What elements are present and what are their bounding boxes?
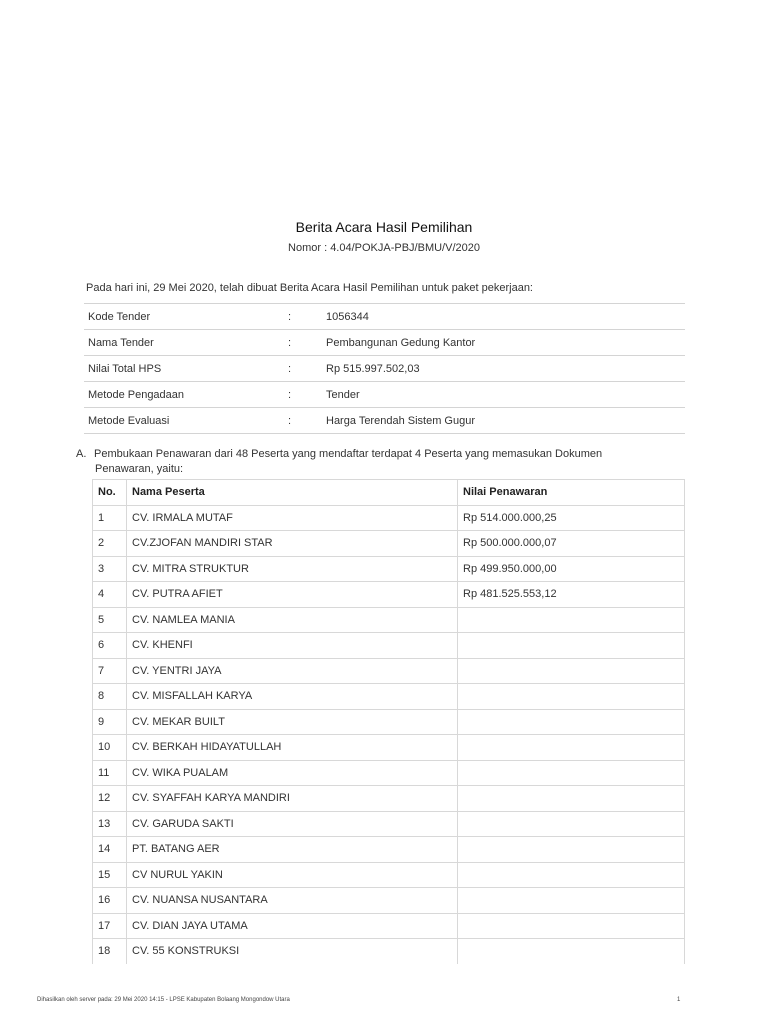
tender-info-table	[84, 303, 685, 434]
bid-value	[458, 760, 685, 786]
row-number: 18	[93, 939, 127, 964]
info-label: Nama Tender	[84, 330, 288, 356]
bid-value	[458, 837, 685, 863]
bid-value	[458, 709, 685, 735]
table-row	[93, 913, 685, 939]
info-value: Rp 515.997.502,03	[322, 356, 685, 382]
peserta-table	[92, 479, 685, 964]
bid-value	[458, 913, 685, 939]
footer-text: Dihasilkan oleh server pada: 29 Mei 2020 14:15 - LPSE Kabupaten Bolaang Mongondow Utara	[37, 997, 290, 1003]
info-separator: :	[288, 356, 322, 382]
participant-name: CV. MISFALLAH KARYA	[127, 684, 458, 710]
row-number: 5	[93, 607, 127, 633]
info-separator: :	[288, 330, 322, 356]
bid-value	[458, 939, 685, 964]
row-number: 6	[93, 633, 127, 659]
row-number: 4	[93, 582, 127, 608]
participant-name: CV.ZJOFAN MANDIRI STAR	[127, 531, 458, 557]
bid-value	[458, 811, 685, 837]
intro-text: Pada hari ini, 29 Mei 2020, telah dibuat Berita Acara Hasil Pemilihan untuk paket pekerjaan:	[86, 282, 533, 294]
row-number: 2	[93, 531, 127, 557]
section-a	[76, 447, 686, 477]
row-number: 7	[93, 658, 127, 684]
info-row-metode-pengadaan	[84, 382, 685, 408]
info-row-hps	[84, 356, 685, 382]
bid-value: Rp 499.950.000,00	[458, 556, 685, 582]
participant-name: CV NURUL YAKIN	[127, 862, 458, 888]
table-row	[93, 786, 685, 812]
participant-name: CV. KHENFI	[127, 633, 458, 659]
info-label: Metode Pengadaan	[84, 382, 288, 408]
info-separator: :	[288, 408, 322, 434]
info-label: Metode Evaluasi	[84, 408, 288, 434]
table-row	[93, 888, 685, 914]
bid-value	[458, 786, 685, 812]
section-a-line1: Pembukaan Penawaran dari 48 Peserta yang mendaftar terdapat 4 Peserta yang memasukan Dokumen	[94, 448, 603, 460]
table-row	[93, 837, 685, 863]
info-label: Nilai Total HPS	[84, 356, 288, 382]
participant-name: CV. YENTRI JAYA	[127, 658, 458, 684]
table-row	[93, 735, 685, 761]
table-row	[93, 531, 685, 557]
column-header-no: No.	[93, 480, 127, 506]
participant-name: CV. BERKAH HIDAYATULLAH	[127, 735, 458, 761]
info-label: Kode Tender	[84, 304, 288, 330]
participant-name: CV. WIKA PUALAM	[127, 760, 458, 786]
table-header-row	[93, 480, 685, 506]
table-row	[93, 811, 685, 837]
column-header-nama: Nama Peserta	[127, 480, 458, 506]
table-row	[93, 709, 685, 735]
row-number: 10	[93, 735, 127, 761]
participant-name: PT. BATANG AER	[127, 837, 458, 863]
row-number: 11	[93, 760, 127, 786]
row-number: 15	[93, 862, 127, 888]
row-number: 8	[93, 684, 127, 710]
row-number: 9	[93, 709, 127, 735]
bid-value	[458, 633, 685, 659]
info-row-nama	[84, 330, 685, 356]
table-row	[93, 760, 685, 786]
info-value: Tender	[322, 382, 685, 408]
bid-value	[458, 658, 685, 684]
document-title: Berita Acara Hasil Pemilihan	[295, 219, 473, 235]
table-row	[93, 582, 685, 608]
bid-value: Rp 500.000.000,07	[458, 531, 685, 557]
participant-name: CV. PUTRA AFIET	[127, 582, 458, 608]
info-row-metode-evaluasi	[84, 408, 685, 434]
info-value: 1056344	[322, 304, 685, 330]
info-value: Harga Terendah Sistem Gugur	[322, 408, 685, 434]
bid-value	[458, 607, 685, 633]
bid-value	[458, 735, 685, 761]
table-row	[93, 505, 685, 531]
row-number: 17	[93, 913, 127, 939]
bid-value: Rp 481.525.553,12	[458, 582, 685, 608]
section-marker: A.	[76, 448, 87, 460]
info-value: Pembangunan Gedung Kantor	[322, 330, 685, 356]
participant-name: CV. 55 KONSTRUKSI	[127, 939, 458, 964]
table-row	[93, 607, 685, 633]
table-row	[93, 556, 685, 582]
bid-value: Rp 514.000.000,25	[458, 505, 685, 531]
table-row	[93, 939, 685, 964]
table-row	[93, 633, 685, 659]
table-row	[93, 658, 685, 684]
info-row-kode	[84, 304, 685, 330]
info-separator: :	[288, 382, 322, 408]
participant-name: CV. IRMALA MUTAF	[127, 505, 458, 531]
participant-name: CV. SYAFFAH KARYA MANDIRI	[127, 786, 458, 812]
row-number: 12	[93, 786, 127, 812]
table-row	[93, 862, 685, 888]
bid-value	[458, 862, 685, 888]
row-number: 13	[93, 811, 127, 837]
participant-name: CV. GARUDA SAKTI	[127, 811, 458, 837]
row-number: 3	[93, 556, 127, 582]
bid-value	[458, 684, 685, 710]
section-a-line2: Penawaran, yaitu:	[95, 463, 184, 475]
participant-name: CV. NUANSA NUSANTARA	[127, 888, 458, 914]
row-number: 14	[93, 837, 127, 863]
participant-name: CV. DIAN JAYA UTAMA	[127, 913, 458, 939]
page-number: 1	[677, 997, 681, 1003]
document-number: Nomor : 4.04/POKJA-PBJ/BMU/V/2020	[288, 242, 480, 254]
column-header-nilai: Nilai Penawaran	[458, 480, 685, 506]
table-row	[93, 684, 685, 710]
row-number: 16	[93, 888, 127, 914]
bid-value	[458, 888, 685, 914]
participant-name: CV. MITRA STRUKTUR	[127, 556, 458, 582]
info-separator: :	[288, 304, 322, 330]
row-number: 1	[93, 505, 127, 531]
participant-name: CV. MEKAR BUILT	[127, 709, 458, 735]
participant-name: CV. NAMLEA MANIA	[127, 607, 458, 633]
